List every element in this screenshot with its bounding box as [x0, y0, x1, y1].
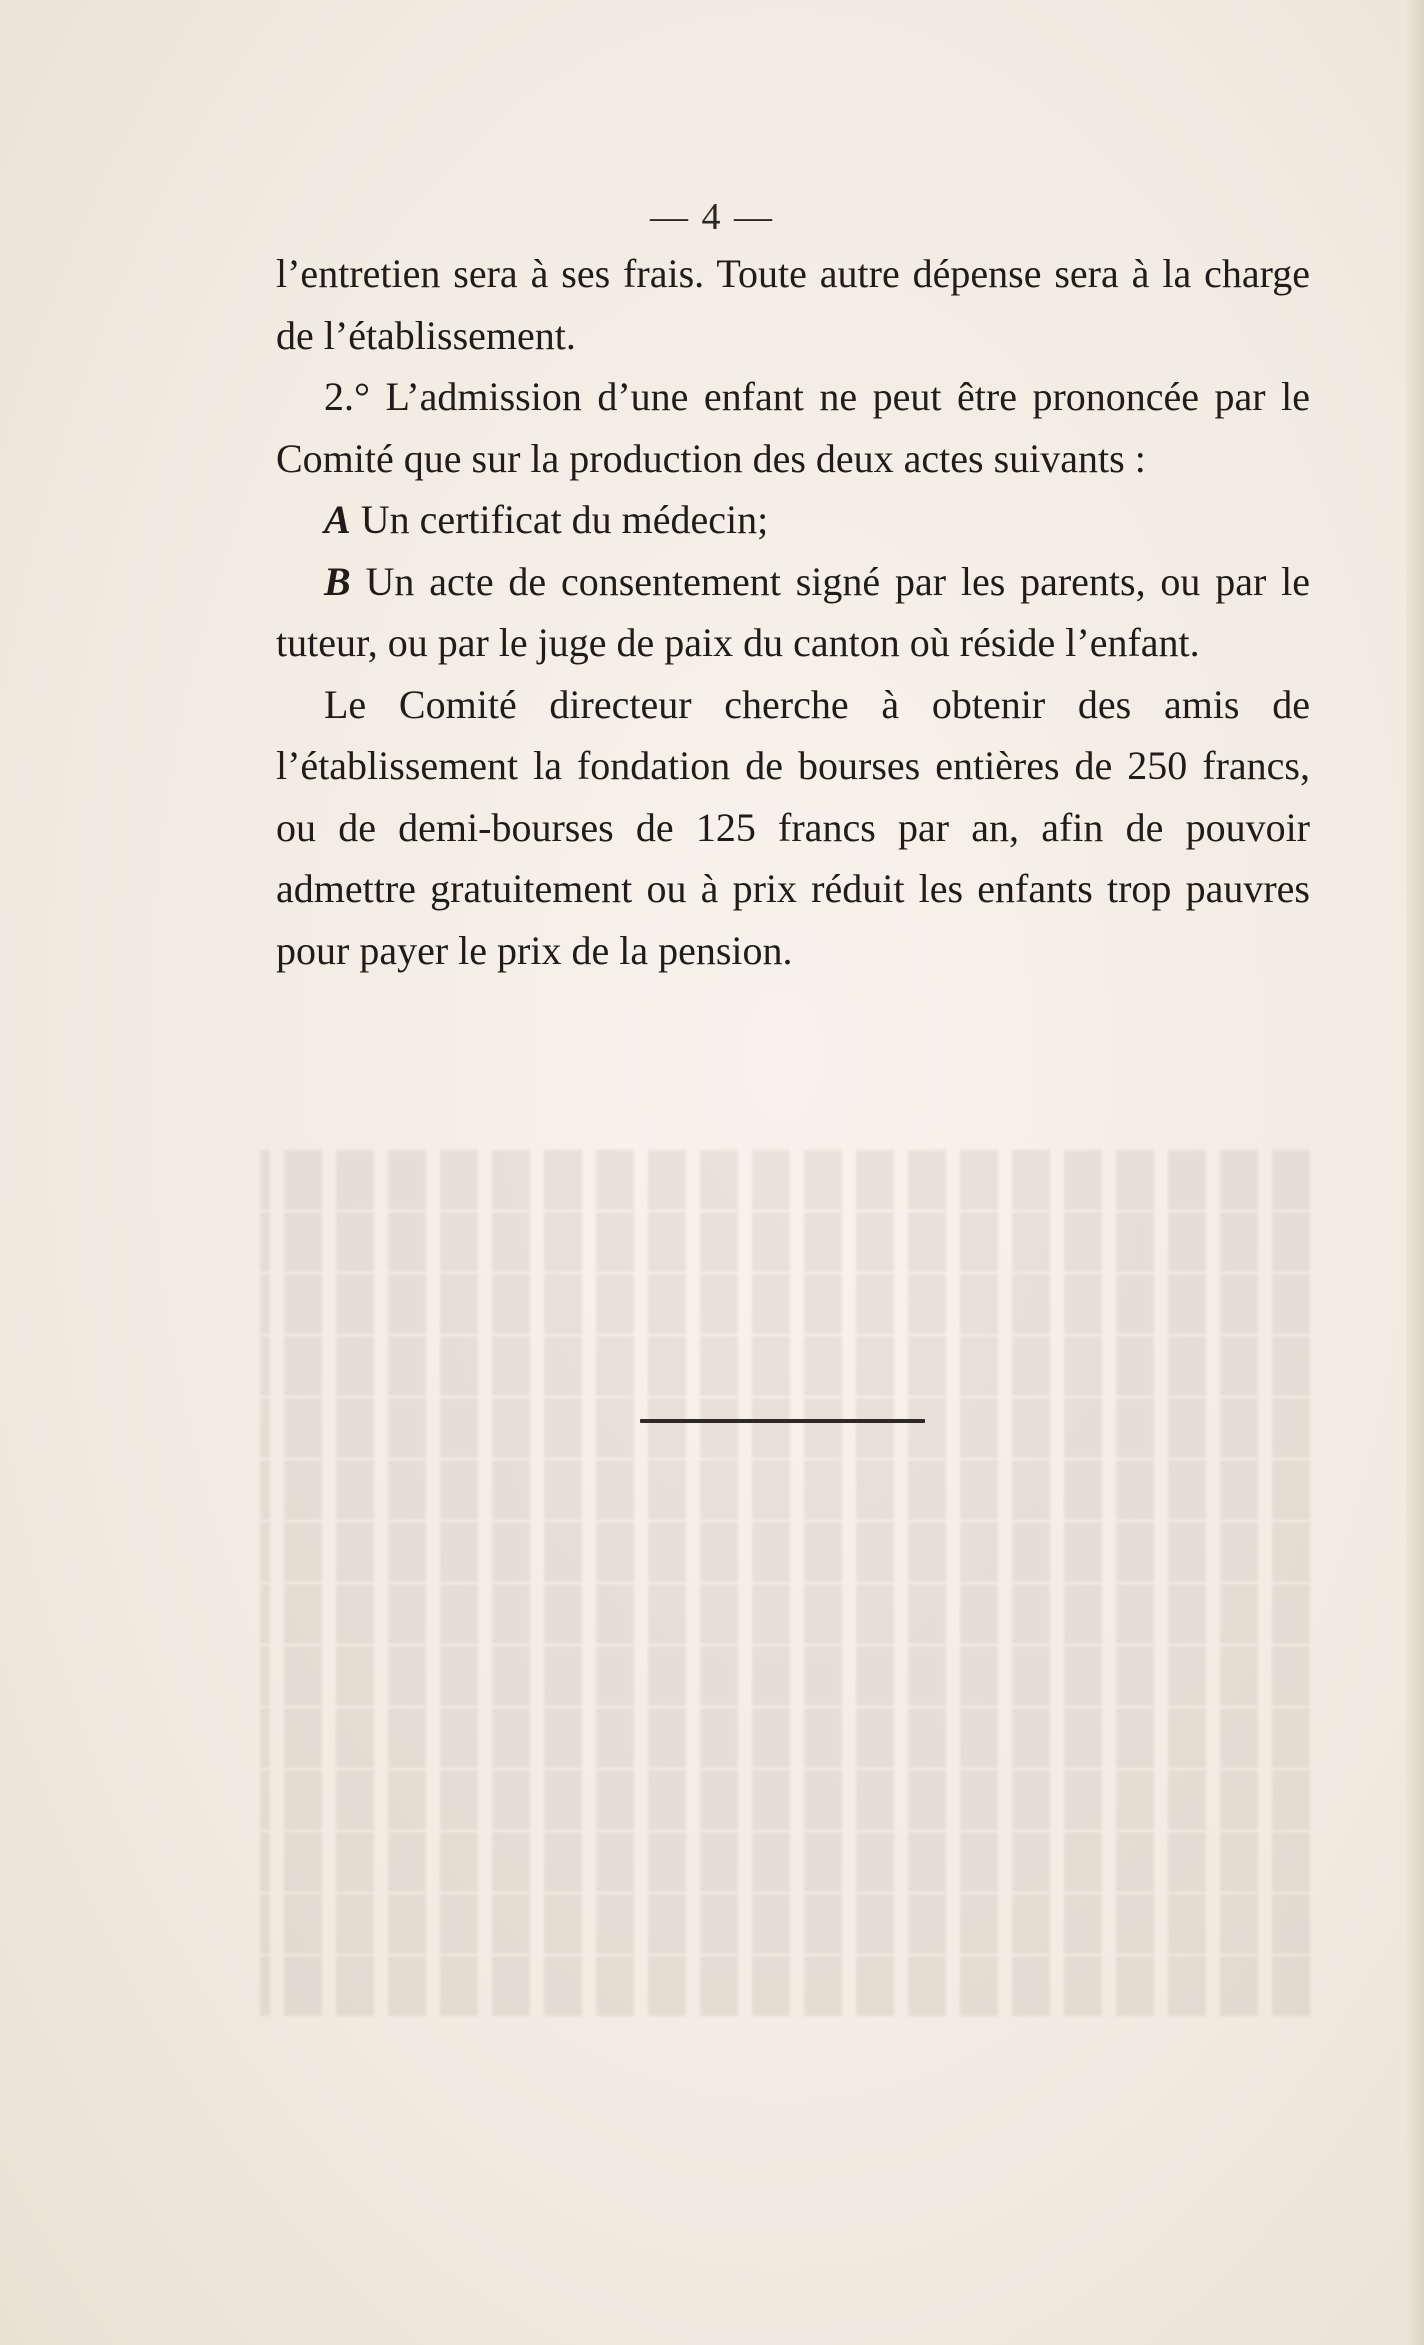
page-number: — 4 — [650, 196, 774, 238]
bleed-line [260, 1832, 1310, 1892]
bleed-line [260, 1274, 1310, 1334]
bleed-line [260, 1770, 1310, 1830]
body-text [276, 243, 1310, 981]
section-divider [640, 1419, 925, 1423]
list-item-a [276, 489, 1310, 551]
list-item-b [276, 551, 1310, 674]
bleed-line [260, 1708, 1310, 1768]
bleed-line [260, 1150, 1310, 1210]
bleed-line [260, 1894, 1310, 1954]
paragraph-continuation: l’entretien sera à ses frais. Toute autre dépense sera à la charge de l’établissement. [276, 251, 1310, 358]
bleed-line [260, 1584, 1310, 1644]
item-text-b: Un acte de consentement signé par les parents, ou par le tuteur, ou par le juge de paix du canton où réside l’enfant. [276, 558, 1310, 665]
item-text-a: Un certificat du médecin; [350, 497, 769, 542]
bleed-line [260, 1646, 1310, 1706]
bleed-line [260, 1956, 1310, 2016]
bleed-line [260, 1460, 1310, 1520]
bleed-line [260, 1212, 1310, 1272]
paragraph-bourses: Le Comité directeur cherche à obtenir des amis de l’établissement la fondation de bourses entières de 250 francs, ou de demi-bourses de 125 francs par an, afin de pouvoir admettre gratuitement ou à prix réduit les enfants trop pauvres pour payer le prix de la pension. [276, 681, 1310, 973]
bleed-line [260, 1398, 1310, 1458]
item-letter-a: A [324, 497, 351, 542]
bleed-line [260, 1522, 1310, 1582]
item-letter-b: B [324, 558, 351, 604]
page-edge-shadow [1406, 0, 1424, 2345]
bleed-line [260, 1336, 1310, 1396]
bleed-through-text [260, 1150, 1310, 2050]
paragraph-admission: 2.° L’admission d’une enfant ne peut être prononcée par le Comité que sur la production des deux actes suivants : [276, 374, 1310, 481]
